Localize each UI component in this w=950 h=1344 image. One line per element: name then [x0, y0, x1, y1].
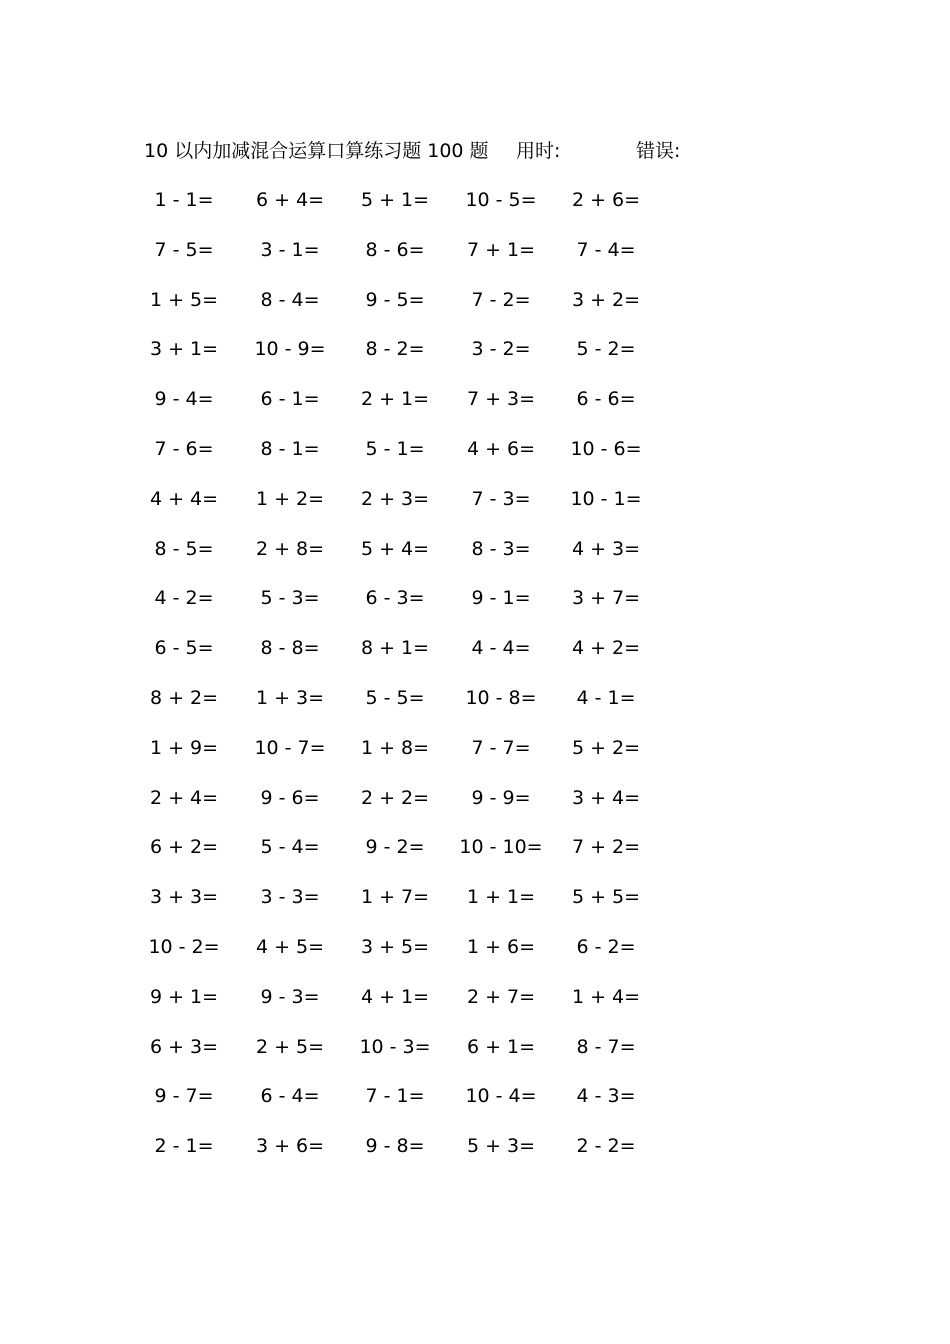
arithmetic-problem: 2 + 7=	[466, 985, 536, 1008]
arithmetic-problem: 7 - 4=	[576, 238, 636, 261]
arithmetic-problem: 4 + 4=	[149, 487, 219, 510]
arithmetic-problem: 1 + 6=	[466, 935, 536, 958]
problem-row	[0, 882, 950, 932]
arithmetic-problem: 6 - 5=	[154, 637, 214, 660]
arithmetic-problem: 10 - 1=	[570, 487, 642, 510]
problem-row	[0, 783, 950, 833]
arithmetic-problem: 10 - 3=	[359, 1035, 431, 1058]
arithmetic-problem: 9 - 5=	[365, 288, 425, 311]
problem-row	[0, 1032, 950, 1082]
arithmetic-problem: 5 - 2=	[576, 338, 636, 361]
arithmetic-problem: 3 + 4=	[571, 786, 641, 809]
arithmetic-problem: 3 + 1=	[149, 338, 219, 361]
problem-row	[0, 683, 950, 733]
arithmetic-problem: 9 - 2=	[365, 836, 425, 859]
arithmetic-problem: 2 + 4=	[149, 786, 219, 809]
arithmetic-problem: 6 - 4=	[260, 1085, 320, 1108]
problem-row	[0, 434, 950, 484]
arithmetic-problem: 5 + 1=	[360, 189, 430, 211]
arithmetic-problem: 8 - 1=	[260, 437, 320, 460]
arithmetic-problem: 4 + 6=	[466, 437, 536, 460]
worksheet-title: 10 以内加减混合运算口算练习题 100 题	[144, 140, 489, 162]
arithmetic-problem: 2 + 3=	[360, 487, 430, 510]
arithmetic-problem: 10 - 2=	[148, 935, 220, 958]
arithmetic-problem: 3 + 3=	[149, 886, 219, 909]
problem-row	[0, 235, 950, 285]
arithmetic-problem: 6 - 1=	[260, 388, 320, 411]
problem-row	[0, 733, 950, 783]
problem-row	[0, 534, 950, 584]
arithmetic-problem: 8 + 2=	[149, 686, 219, 709]
arithmetic-problem: 10 - 9=	[254, 338, 326, 361]
arithmetic-problem: 1 - 1=	[154, 189, 214, 211]
errors-label: 错误:	[636, 140, 681, 162]
arithmetic-problem: 7 - 1=	[365, 1085, 425, 1108]
problem-row	[0, 484, 950, 534]
arithmetic-problem: 3 + 7=	[571, 587, 641, 610]
arithmetic-problem: 7 - 6=	[154, 437, 214, 460]
arithmetic-problem: 10 - 4=	[465, 1085, 537, 1108]
arithmetic-problem: 6 + 4=	[255, 189, 325, 211]
arithmetic-problem: 1 + 8=	[360, 736, 430, 759]
arithmetic-problem: 9 + 1=	[149, 985, 219, 1008]
arithmetic-problem: 2 - 1=	[154, 1135, 214, 1158]
arithmetic-problem: 4 - 2=	[154, 587, 214, 610]
problem-grid	[0, 185, 950, 1181]
arithmetic-problem: 6 + 1=	[466, 1035, 536, 1058]
arithmetic-problem: 9 - 8=	[365, 1135, 425, 1158]
problem-row	[0, 583, 950, 633]
arithmetic-problem: 8 - 7=	[576, 1035, 636, 1058]
arithmetic-problem: 1 + 5=	[149, 288, 219, 311]
arithmetic-problem: 1 + 3=	[255, 686, 325, 709]
arithmetic-problem: 7 - 2=	[471, 288, 531, 311]
problem-row	[0, 932, 950, 982]
arithmetic-problem: 9 - 1=	[471, 587, 531, 610]
arithmetic-problem: 7 + 1=	[466, 238, 536, 261]
arithmetic-problem: 7 + 3=	[466, 388, 536, 411]
arithmetic-problem: 3 - 2=	[471, 338, 531, 361]
arithmetic-problem: 7 - 3=	[471, 487, 531, 510]
arithmetic-problem: 9 - 3=	[260, 985, 320, 1008]
arithmetic-problem: 2 + 8=	[255, 537, 325, 560]
arithmetic-problem: 4 - 1=	[576, 686, 636, 709]
problem-row	[0, 832, 950, 882]
arithmetic-problem: 10 - 5=	[465, 189, 537, 211]
arithmetic-problem: 5 + 2=	[571, 736, 641, 759]
problem-row	[0, 982, 950, 1032]
arithmetic-problem: 1 + 2=	[255, 487, 325, 510]
arithmetic-problem: 1 + 7=	[360, 886, 430, 909]
problem-row	[0, 633, 950, 683]
arithmetic-problem: 5 + 3=	[466, 1135, 536, 1158]
arithmetic-problem: 4 + 5=	[255, 935, 325, 958]
arithmetic-problem: 1 + 4=	[571, 985, 641, 1008]
arithmetic-problem: 2 + 5=	[255, 1035, 325, 1058]
problem-row	[0, 185, 950, 235]
arithmetic-problem: 10 - 8=	[465, 686, 537, 709]
arithmetic-problem: 2 - 2=	[576, 1135, 636, 1158]
arithmetic-problem: 8 - 3=	[471, 537, 531, 560]
arithmetic-problem: 3 - 3=	[260, 886, 320, 909]
arithmetic-problem: 7 - 5=	[154, 238, 214, 261]
arithmetic-problem: 10 - 10=	[459, 836, 543, 859]
arithmetic-problem: 6 + 3=	[149, 1035, 219, 1058]
problem-row	[0, 285, 950, 335]
arithmetic-problem: 9 - 6=	[260, 786, 320, 809]
arithmetic-problem: 2 + 6=	[571, 189, 641, 211]
arithmetic-problem: 6 - 2=	[576, 935, 636, 958]
arithmetic-problem: 4 - 3=	[576, 1085, 636, 1108]
arithmetic-problem: 8 - 4=	[260, 288, 320, 311]
arithmetic-problem: 3 + 5=	[360, 935, 430, 958]
arithmetic-problem: 3 + 2=	[571, 288, 641, 311]
arithmetic-problem: 5 - 3=	[260, 587, 320, 610]
arithmetic-problem: 4 + 1=	[360, 985, 430, 1008]
arithmetic-problem: 2 + 1=	[360, 388, 430, 411]
arithmetic-problem: 10 - 6=	[570, 437, 642, 460]
arithmetic-problem: 4 - 4=	[471, 637, 531, 660]
arithmetic-problem: 8 - 6=	[365, 238, 425, 261]
arithmetic-problem: 5 + 4=	[360, 537, 430, 560]
arithmetic-problem: 6 - 6=	[576, 388, 636, 411]
arithmetic-problem: 8 + 1=	[360, 637, 430, 660]
arithmetic-problem: 4 + 2=	[571, 637, 641, 660]
arithmetic-problem: 9 - 4=	[154, 388, 214, 411]
time-used-label: 用时:	[516, 140, 561, 162]
arithmetic-problem: 8 - 8=	[260, 637, 320, 660]
arithmetic-problem: 8 - 5=	[154, 537, 214, 560]
arithmetic-problem: 3 - 1=	[260, 238, 320, 261]
arithmetic-problem: 1 + 9=	[149, 736, 219, 759]
problem-row	[0, 1081, 950, 1131]
arithmetic-problem: 2 + 2=	[360, 786, 430, 809]
arithmetic-problem: 7 - 7=	[471, 736, 531, 759]
arithmetic-problem: 9 - 9=	[471, 786, 531, 809]
arithmetic-problem: 8 - 2=	[365, 338, 425, 361]
arithmetic-problem: 10 - 7=	[254, 736, 326, 759]
arithmetic-problem: 5 + 5=	[571, 886, 641, 909]
arithmetic-problem: 6 - 3=	[365, 587, 425, 610]
arithmetic-problem: 6 + 2=	[149, 836, 219, 859]
arithmetic-problem: 4 + 3=	[571, 537, 641, 560]
problem-row	[0, 384, 950, 434]
problem-row	[0, 334, 950, 384]
problem-row	[0, 1131, 950, 1181]
arithmetic-problem: 1 + 1=	[466, 886, 536, 909]
arithmetic-problem: 3 + 6=	[255, 1135, 325, 1158]
arithmetic-problem: 7 + 2=	[571, 836, 641, 859]
arithmetic-problem: 5 - 4=	[260, 836, 320, 859]
arithmetic-problem: 5 - 5=	[365, 686, 425, 709]
arithmetic-problem: 5 - 1=	[365, 437, 425, 460]
arithmetic-problem: 9 - 7=	[154, 1085, 214, 1108]
